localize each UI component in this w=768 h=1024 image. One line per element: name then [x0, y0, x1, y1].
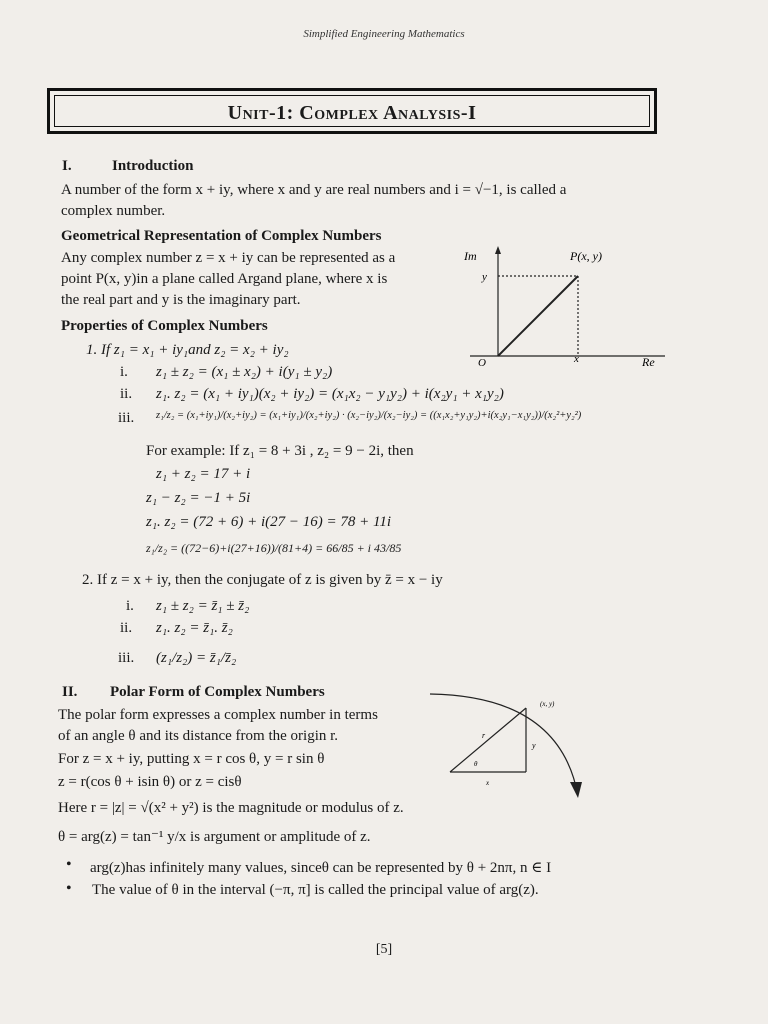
page-number: [5] [375, 942, 393, 957]
item-label: iii. [118, 650, 135, 666]
property-item: 2. If z = x + iy, then the conjugate of z is given by z̄ = x − iy [82, 572, 443, 588]
section-title: Introduction [112, 158, 194, 174]
item-label: i. [126, 598, 134, 614]
paragraph-line: point P(x, y)in a plane called Argand plane, where x is [61, 271, 388, 287]
r-label: r [482, 731, 486, 740]
vector-op [498, 276, 578, 356]
section-number: II. [62, 684, 78, 700]
paragraph-line: θ = arg(z) = tan⁻¹ y/x is argument or amplitude of z. [58, 829, 371, 845]
formula: z₁ ± z₂ = (x₁ ± x₂) + i(y₁ ± y₂) [156, 364, 333, 380]
x-label: x [486, 779, 490, 787]
intro-text: complex number. [61, 203, 166, 219]
bullet-item: The value of θ in the interval (−π, π] is called the principal value of arg(z). [92, 882, 539, 898]
theta-label: θ [474, 760, 478, 768]
formula: z₁/z₂ = (x₁+iy₁)/(x₂+iy₂) = (x₁+iy₁)/(x₂+iy₂) · (x₂−iy₂)/(x₂−iy₂) = ((x₁x₂+y₁y₂)+i(x₂y₁−x₁y₂))/(x₂²+y₂²) [156, 410, 582, 421]
formula: z₁. z₂ = z̄₁. z̄₂ [156, 620, 233, 636]
paragraph-line: Here r = |z| = √(x² + y²) is the magnitude or modulus of z. [58, 800, 404, 816]
example-formula: z₁. z₂ = (72 + 6) + i(27 − 16) = 78 + 11i [146, 514, 392, 530]
formula: z₁. z₂ = (x₁ + iy₁)(x₂ + iy₂) = (x₁x₂ − y₁y₂) + i(x₂y₁ + x₁y₂) [156, 386, 504, 402]
property-item: 1. If z₁ = x₁ + iy₁and z₂ = x₂ + iy₂ [86, 342, 289, 358]
example-formula: z₁/z₂ = ((72−6)+i(27+16))/(81+4) = 66/85 + i 43/85 [146, 541, 402, 555]
im-label: Im [464, 249, 477, 263]
item-label: i. [120, 364, 128, 380]
paragraph-line: of an angle θ and its distance from the origin r. [58, 728, 339, 744]
argand-diagram [460, 238, 680, 370]
im-axis-arrow [495, 246, 501, 254]
bullet-item: arg(z)has infinitely many values, sinceθ can be represented by θ + 2nπ, n ∈ I [90, 860, 552, 876]
paragraph-line: z = r(cos θ + isin θ) or z = cisθ [58, 774, 242, 790]
subheading: Geometrical Representation of Complex Numbers [61, 228, 382, 244]
unit-title: Unit-1: Complex Analysis-I [54, 95, 650, 127]
item-label: ii. [120, 620, 133, 636]
radius-line [450, 708, 526, 772]
paragraph-line: the real part and y is the imaginary part. [61, 292, 301, 308]
polar-diagram [420, 686, 610, 802]
subheading: Properties of Complex Numbers [61, 318, 268, 334]
paragraph-line: The polar form expresses a complex number in terms [58, 707, 378, 723]
re-label: Re [642, 355, 655, 369]
y-label: y [482, 271, 487, 283]
item-label: ii. [120, 386, 133, 402]
example-formula: z₁ − z₂ = −1 + 5i [146, 490, 251, 506]
bullet-icon: • [66, 880, 72, 897]
arc-arrow [570, 782, 582, 798]
item-label: iii. [118, 410, 135, 426]
example-line: For example: If z₁ = 8 + 3i , z₂ = 9 − 2i, then [146, 443, 414, 459]
formula: (z₁/z₂) = z̄₁/z̄₂ [156, 650, 237, 666]
section-title: Polar Form of Complex Numbers [110, 684, 325, 700]
arc [430, 694, 578, 796]
paragraph-line: For z = x + iy, putting x = r cos θ, y = r sin θ [58, 751, 325, 767]
paragraph-line: Any complex number z = x + iy can be represented as a [61, 250, 396, 266]
point-label: P(x, y) [570, 249, 602, 263]
section-number: I. [62, 158, 72, 174]
running-header: Simplified Engineering Mathematics [303, 28, 465, 40]
bullet-icon: • [66, 856, 72, 873]
xy-label: (x, y) [540, 700, 555, 708]
intro-text: A number of the form x + iy, where x and y are real numbers and i = √−1, is called a [61, 182, 567, 198]
y-label: y [532, 741, 536, 750]
unit-title-box [47, 88, 657, 134]
x-label: x [574, 353, 579, 365]
formula: z₁ ± z₂ = z̄₁ ± z̄₂ [156, 598, 250, 614]
origin-label: O [478, 357, 486, 369]
example-formula: z₁ + z₂ = 17 + i [156, 466, 251, 482]
